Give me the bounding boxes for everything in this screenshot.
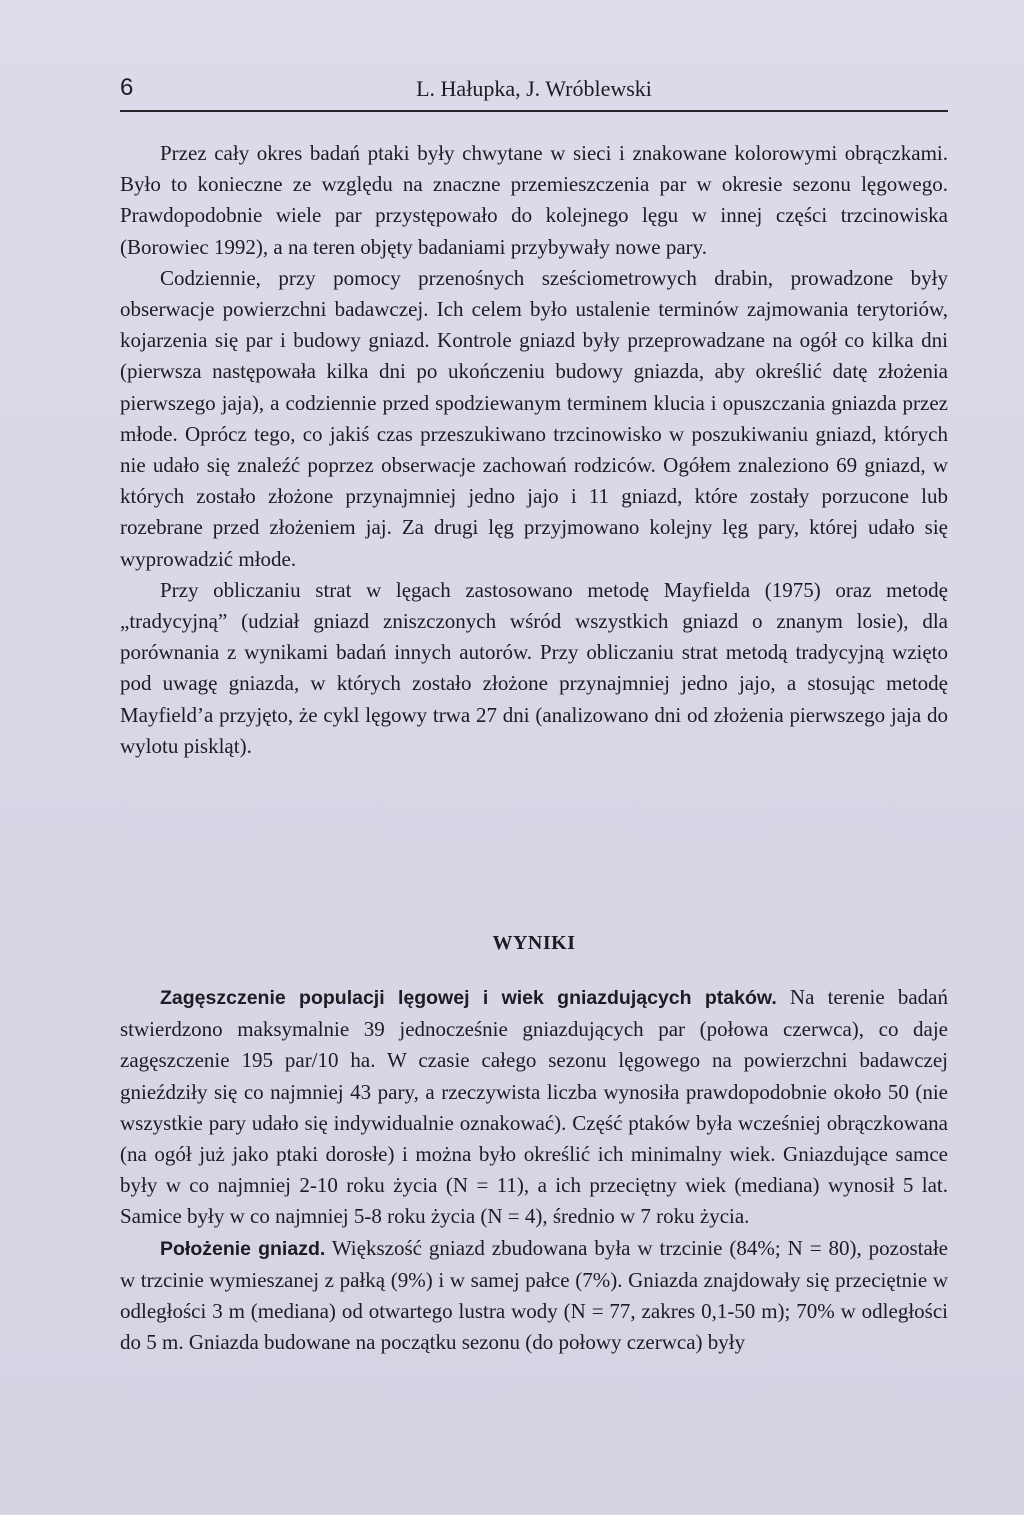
page-number: 6 bbox=[120, 74, 134, 101]
results-paragraph-2 bbox=[120, 1233, 948, 1359]
methods-section bbox=[120, 138, 948, 762]
paragraph-text-density: Na terenie badań stwierdzono maksymalnie 39 jednocześnie gniazdujących par (połowa czerwca), co daje zagęszczenie 195 par/10 ha. W czasie całego sezonu lęgowego na powierzchni badawczej gnieździły się co najmniej 43 pary, a rzeczywista liczba wynosiła prawdopodobnie około 50 (nie wszystkie pary udało się indywidualnie oznakować). Część ptaków była wcześniej obrączkowana (na ogół już jako ptaki dorosłe) i można było określić ich minimalny wiek. Gniazdujące samce były w co najmniej 2-10 roku życia (N = 11), a ich przeciętny wiek (mediana) wynosił 5 lat. Samice były w co najmniej 5-8 roku życia (N = 4), średnio w 7 roku życia. bbox=[120, 985, 948, 1229]
methods-paragraph-3: Przy obliczaniu strat w lęgach zastosowano metodę Mayfielda (1975) oraz metodę „tradycyjną” (udział gniazd zniszczonych wśród wszystkich gniazd o znanym losie), dla porównania z wynikami badań innych autorów. Przy obliczaniu strat metodą tradycyjną wzięto pod uwagę gniazda, w których zostało złożone przynajmniej jedno jajo, a stosując metodę Mayfield’a przyjęto, że cykl lęgowy trwa 27 dni (analizowano dni od złożenia pierwszego jaja do wylotu piskląt). bbox=[120, 577, 948, 758]
paragraph-text-nest-location: Większość gniazd zbudowana była w trzcinie (84%; N = 80), pozostałe w trzcinie wymieszanej z pałką (9%) i w samej pałce (7%). Gniazda znajdowały się przeciętnie w odległości 3 m (mediana) od otwartego lustra wody (N = 77, zakres 0,1-50 m); 70% w odległości do 5 m. Gniazda budowane na początku sezonu (do połowy czerwca) były bbox=[120, 1235, 948, 1355]
methods-paragraph-2: Codziennie, przy pomocy przenośnych sześciometrowych drabin, prowadzone były obserwacje powierzchni badawczej. Ich celem było ustalenie terminów zajmowania terytoriów, kojarzenia się par i budowy gniazd. Kontrole gniazd były przeprowadzane na ogół co kilka dni (pierwsza następowała kilka dni po ukończeniu budowy gniazda, aby określić datę złożenia pierwszego jaja), a codziennie przed spodziewanym terminem klucia i opuszczania gniazda przez młode. Oprócz tego, co jakiś czas przeszukiwano trzcinowisko w poszukiwaniu gniazd, których nie udało się znaleźć poprzez obserwacje zachowań rodziców. Ogółem znaleziono 69 gniazd, w których zostało złożone przynajmniej jedno jajo i 11 gniazd, które zostały porzucone lub rozebrane przed złożeniem jaj. Za drugi lęg przyjmowano kolejny lęg pary, której udało się wyprowadzić młode. bbox=[120, 265, 948, 571]
paragraph-heading-nest-location: Położenie gniazd. bbox=[160, 1237, 326, 1260]
results-section bbox=[120, 982, 948, 1358]
page-header bbox=[120, 72, 948, 108]
header-rule bbox=[120, 110, 948, 112]
results-paragraph-1 bbox=[120, 982, 948, 1233]
section-title-results: WYNIKI bbox=[492, 932, 576, 954]
methods-paragraph-1: Przez cały okres badań ptaki były chwytane w sieci i znakowane kolorowymi obrączkami. Było to konieczne ze względu na znaczne przemieszczenia par w okresie sezonu lęgowego. Prawdopodobnie wiele par przystępowało do kolejnego lęgu w innej części trzcinowiska (Borowiec 1992), a na teren objęty badaniami przybywały nowe pary. bbox=[120, 141, 948, 259]
running-head: L. Hałupka, J. Wróblewski bbox=[416, 76, 652, 101]
paragraph-heading-density: Zagęszczenie populacji lęgowej i wiek gniazdujących ptaków. bbox=[160, 987, 777, 1009]
